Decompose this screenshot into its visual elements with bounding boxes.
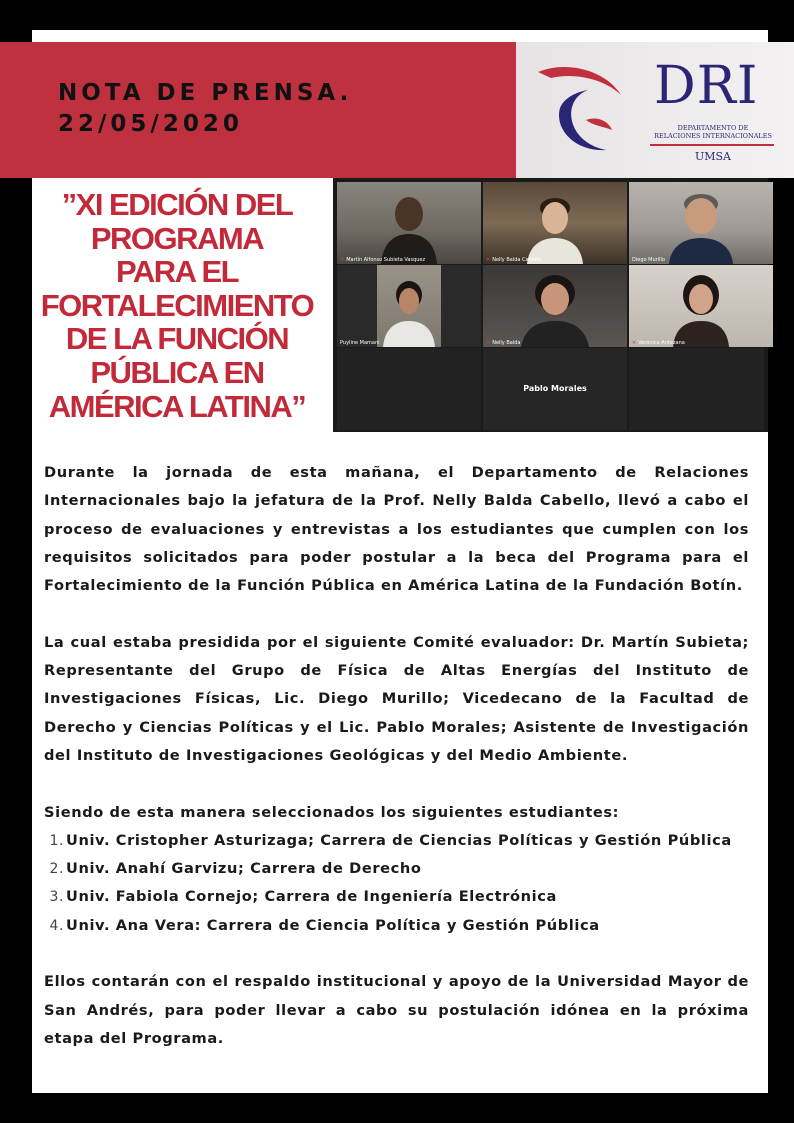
empty-tile bbox=[629, 348, 764, 430]
list-item-text: Univ. Ana Vera: Carrera de Ciencia Política y Gestión Pública bbox=[66, 916, 600, 934]
person-avatar-icon bbox=[519, 271, 591, 347]
participant-tile: ✕ Verónica Antezana bbox=[629, 265, 773, 347]
logo-university: UMSA bbox=[694, 150, 731, 163]
person-avatar-icon bbox=[377, 190, 441, 264]
list-item bbox=[44, 827, 749, 855]
body-paragraph: Ellos contarán con el respaldo institucional y apoyo de la Universidad Mayor de San Andrés, para poder llevar a cabo su postulación idónea en la próxima etapa del Programa. bbox=[44, 973, 749, 1047]
dri-logo bbox=[516, 42, 794, 178]
list-item-text: Univ. Anahí Garvizu; Carrera de Derecho bbox=[66, 860, 422, 878]
participant-name: Puyline Mamani bbox=[340, 340, 380, 346]
list-number: 2. bbox=[49, 861, 64, 878]
headline-line: FORTALECIMIENTO bbox=[40, 287, 314, 323]
headline-line: DE LA FUNCIÓN bbox=[65, 321, 289, 357]
body-paragraph: Durante la jornada de esta mañana, el Departamento de Relaciones Internacionales bajo la jefatura de la Prof. Nelly Balda Cabello, llevó a cabo el proceso de evaluaciones y entrevistas a los estudiantes que cumplen con los requisitos solicitados para poder postular a la beca del Programa para el Fortalecimiento de la Función Pública en América Latina de la Fundación Botín. bbox=[44, 464, 749, 595]
logo-sub-line2: RELACIONES INTERNACIONALES bbox=[654, 132, 772, 140]
participant-name: Martín Alfonso Subieta Vasquez bbox=[346, 257, 426, 263]
press-header bbox=[0, 42, 794, 178]
body-paragraph: La cual estaba presidida por el siguiente Comité evaluador: Dr. Martín Subieta; Representante del Grupo de Física de Altas Energías del Instituto de Investigaciones Físicas, Lic. Diego Murillo; Vicedecano de la Facultad de Derecho y Ciencias Políticas y el Lic. Pablo Morales; Asistente de Investigación del Instituto de Investigaciones Geológicas y del Medio Ambiente. bbox=[44, 633, 749, 764]
list-number: 3. bbox=[49, 889, 64, 906]
header-logo-band bbox=[516, 42, 794, 178]
camera-off-participant-name: Pablo Morales bbox=[523, 384, 587, 393]
person-avatar-icon bbox=[667, 188, 735, 264]
logo-sub-line1: DEPARTAMENTO DE bbox=[677, 124, 749, 132]
participant-tile-active-speaker bbox=[337, 265, 481, 347]
students-intro: Siendo de esta manera seleccionados los siguientes estudiantes: bbox=[44, 803, 620, 821]
participant-tile: ✕ Nelly Balda Cabello bbox=[483, 182, 627, 264]
logo-swoosh-icon bbox=[526, 50, 626, 160]
video-call-screenshot bbox=[333, 178, 768, 432]
list-item bbox=[44, 883, 749, 911]
headline-line: ”XI EDICIÓN DEL bbox=[61, 187, 293, 222]
headline-line: PARA EL bbox=[115, 254, 239, 290]
participant-name: Diego Murillo bbox=[632, 257, 665, 263]
participant-name: Nelly Balda bbox=[492, 340, 521, 346]
list-number: 1. bbox=[49, 832, 64, 849]
list-item-text: Univ. Fabiola Cornejo; Carrera de Ingeniería Electrónica bbox=[66, 888, 557, 906]
participant-tile: ✕ Nelly Balda bbox=[483, 265, 627, 347]
participant-name: Nelly Balda Cabello bbox=[492, 257, 541, 263]
selected-students-list bbox=[44, 827, 749, 940]
list-item bbox=[44, 912, 749, 940]
headline-line: AMÉRICA LATINA” bbox=[48, 388, 306, 424]
list-item bbox=[44, 855, 749, 883]
headline-line: PÚBLICA EN bbox=[90, 354, 264, 390]
list-number: 4. bbox=[49, 917, 64, 934]
header-red-band bbox=[0, 42, 516, 178]
participant-tile: ✕ Martín Alfonso Subieta Vasquez bbox=[337, 182, 481, 264]
press-body bbox=[44, 459, 749, 1053]
participant-name: Verónica Antezana bbox=[638, 340, 685, 346]
press-title-label: NOTA DE PRENSA. bbox=[58, 80, 353, 106]
person-avatar-icon bbox=[381, 275, 437, 347]
list-item-text: Univ. Cristopher Asturizaga; Carrera de Ciencias Políticas y Gestión Pública bbox=[66, 831, 732, 849]
person-avatar-icon bbox=[669, 271, 733, 347]
headline-line: PROGRAMA bbox=[90, 220, 264, 256]
headline bbox=[32, 188, 322, 423]
logo-subtitle bbox=[648, 124, 778, 140]
person-avatar-icon bbox=[525, 190, 585, 264]
logo-divider bbox=[650, 144, 774, 146]
participant-tile bbox=[629, 182, 773, 264]
press-title bbox=[58, 78, 352, 140]
press-date: 22/05/2020 bbox=[58, 111, 243, 137]
empty-tile bbox=[337, 348, 481, 430]
logo-text: DRI bbox=[654, 56, 759, 116]
